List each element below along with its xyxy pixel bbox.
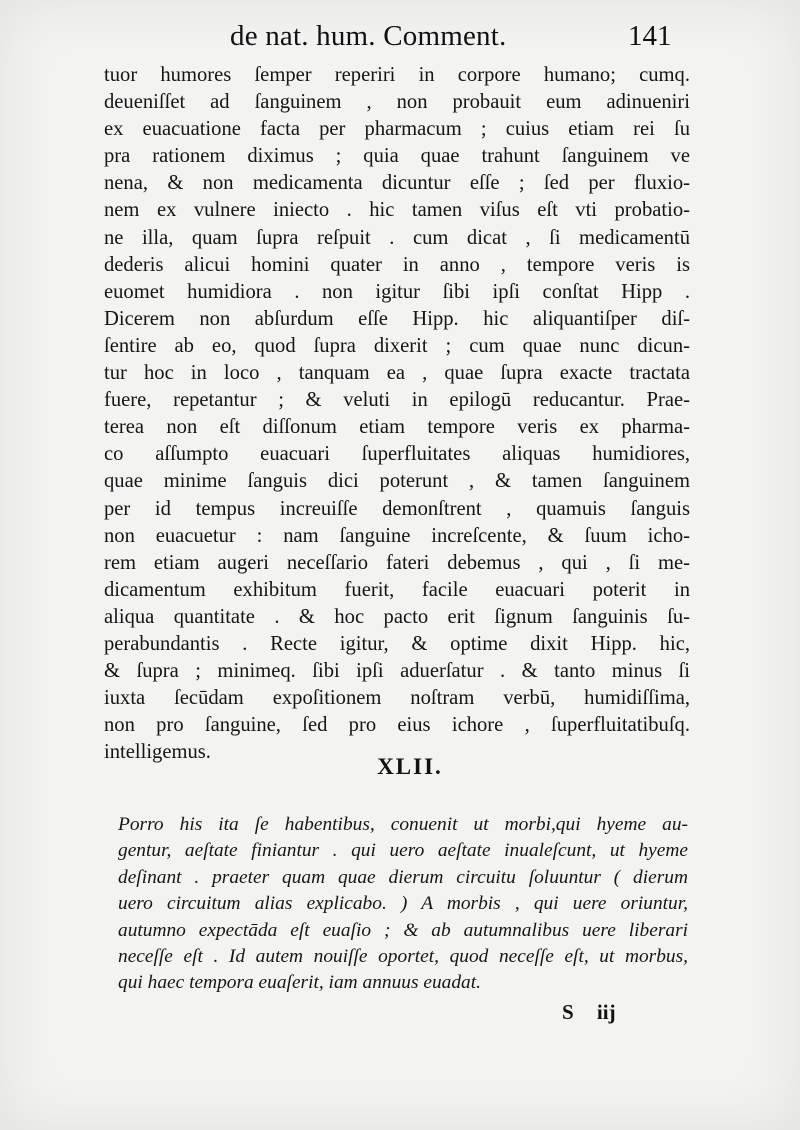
running-title: de nat. hum. Comment. xyxy=(230,20,507,52)
aphorism-line: autumno expectāda eſt euaſio ; & ab autumnalibus uere liberari xyxy=(118,919,688,941)
text-line: nena, & non medicamenta dicuntur eſſe ; ſed per fluxio- xyxy=(104,172,690,195)
text-line: aliqua quantitate . & hoc pacto erit ſignum ſanguinis ſu- xyxy=(104,605,690,628)
text-line: iuxta ſecūdam expoſitionem noſtram verbū, humidiſſima, xyxy=(104,687,690,710)
text-line: rem etiam augeri neceſſario fateri debemus , qui , ſi me- xyxy=(104,551,690,574)
commentary-text xyxy=(104,62,690,766)
aphorism-line: Porro his ita ſe habentibus, conuenit ut morbi,qui hyeme au- xyxy=(118,814,688,835)
text-line: Dicerem non abſurdum eſſe Hipp. hic aliquantiſper diſ- xyxy=(104,307,690,330)
text-line: deueniſſet ad ſanguinem , non probauit eum adinueniri xyxy=(104,91,690,114)
aphorism-line: deſinant . praeter quam quae dierum circuitu ſoluuntur ( dierum xyxy=(118,866,688,888)
text-line: co aſſumpto euacuari ſuperfluitates aliquas humidiores, xyxy=(104,443,690,466)
text-line: perabundantis . Recte igitur, & optime dixit Hipp. hic, xyxy=(104,632,690,655)
text-line: intelligemus. xyxy=(104,741,211,764)
text-line: ex euacuatione facta per pharmacum ; cuius etiam rei ſu xyxy=(104,118,690,141)
text-line: nem ex vulnere iniecto . hic tamen viſus eſt vti probatio- xyxy=(104,199,690,222)
aphorism-line: qui haec tempora euaſerit, iam annuus euadat. xyxy=(118,972,481,994)
text-line: ne illa, quam ſupra reſpuit . cum dicat , ſi medicamentū xyxy=(104,226,690,249)
section-heading: XLII. xyxy=(377,754,443,779)
aphorism-line: uero circuitum alias explicabo. ) A morbis , qui uere oriuntur, xyxy=(118,893,688,915)
text-line: non pro ſanguine, ſed pro eius ichore , ſuperfluitatibuſq. xyxy=(104,714,690,737)
text-line: quae minime ſanguis dici poterunt , & tamen ſanguinem xyxy=(104,470,690,493)
text-line: euomet humidiora . non igitur ſibi ipſi conſtat Hipp . xyxy=(104,280,690,303)
text-line: pra rationem diximus ; quia quae trahunt ſanguinem ve xyxy=(104,145,690,168)
text-line: dederis alicui homini quater in anno , tempore veris is xyxy=(104,253,690,276)
page-header xyxy=(230,20,700,60)
text-line: tuor humores ſemper reperiri in corpore humano; cumq. xyxy=(104,64,690,86)
aphorism-text xyxy=(118,812,688,997)
page-number: 141 xyxy=(628,20,672,52)
text-line: dicamentum exhibitum fuerit, facile euacuari poterit in xyxy=(104,578,690,601)
signature-mark: S iij xyxy=(562,1000,616,1024)
text-line: & ſupra ; minimeq. ſibi ipſi aduerſatur . & tanto minus ſi xyxy=(104,660,690,683)
text-line: non euacuetur : nam ſanguine increſcente, & ſuum icho- xyxy=(104,524,690,547)
text-line: fuere, repetantur ; & veluti in epilogū reducantur. Prae- xyxy=(104,389,690,412)
text-line: ſentire ab eo, quod ſupra dixerit ; cum quae nunc dicun- xyxy=(104,334,690,357)
text-line: tur hoc in loco , tanquam ea , quae ſupra exacte tractata xyxy=(104,362,690,385)
aphorism-line: neceſſe eſt . Id autem nouiſſe oportet, quod neceſſe eſt, ut morbus, xyxy=(118,945,688,967)
text-line: terea non eſt diſſonum etiam tempore veris ex pharma- xyxy=(104,416,690,439)
aphorism-line: gentur, aeſtate finiantur . qui uero aeſtate inualeſcunt, ut hyeme xyxy=(118,840,688,862)
text-line: per id tempus increuiſſe demonſtrent , quamuis ſanguis xyxy=(104,497,690,520)
